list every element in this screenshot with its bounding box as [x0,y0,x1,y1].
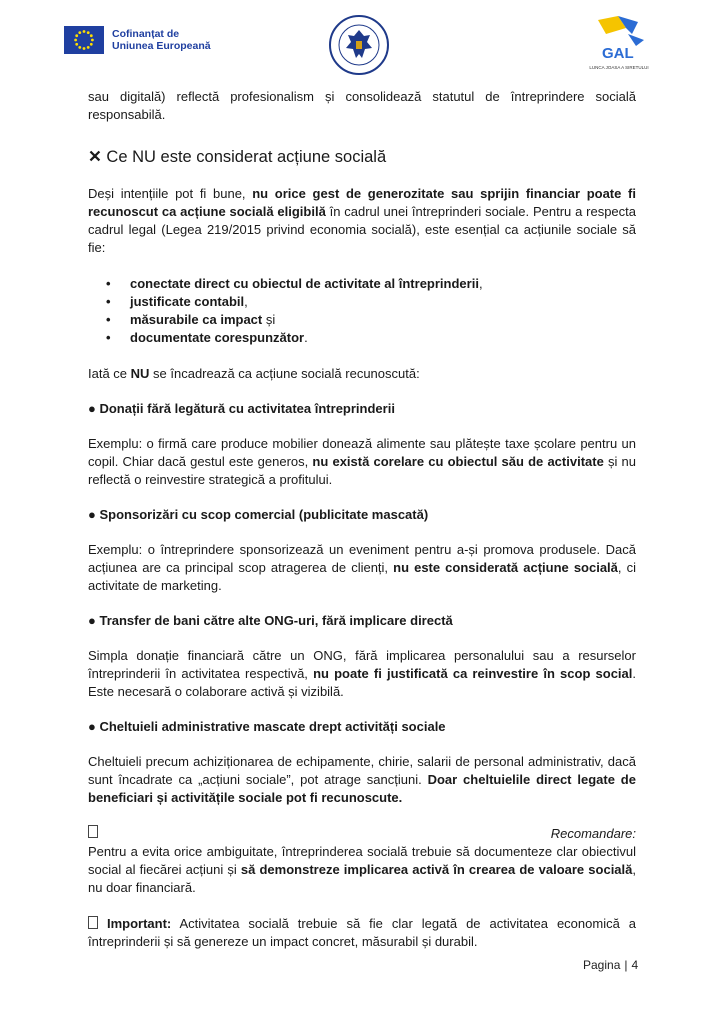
list-item-bold: măsurabile ca impact [130,312,263,327]
government-seal-logo [328,14,390,76]
list-item-tail: . [304,330,308,345]
list-item [130,275,636,293]
requirements-list [88,275,636,347]
subheading-transfers: ● Transfer de bani către alte ONG-uri, fără implicare directă [88,613,453,628]
text-run: Iată ce [88,366,131,381]
text-run: în cadrul unei întreprinderi sociale. Pentru a respecta cadrul legal (Legea 219/2015 privind economia socială), este esențial ca acțiunile sociale să fie: [88,204,636,255]
text-run: Simpla donație financiară către un ONG, fără implicarea personalului sau a resurselor întreprinderii în activitatea respectivă, [88,648,636,681]
subheading-sponsorships: ● Sponsorizări cu scop comercial (publicitate mascată) [88,507,429,522]
missing-glyph-icon [88,825,98,838]
paragraph-transfers [88,647,636,701]
subheading-donations: ● Donații fără legătură cu activitatea întreprinderii [88,401,395,416]
text-run: . Este necesară o colaborare activă și vizibilă. [88,666,637,699]
eu-cofinancing-logo [64,26,211,54]
bold-run: să demonstreze implicarea activă în crearea de valoare socială [240,862,633,877]
list-item [130,311,636,329]
intro-tail-paragraph: sau digitală) reflectă profesionalism și consolidează statutul de întreprindere socială responsabilă. [88,89,636,122]
recommendation-label: Recomandare: [550,826,636,841]
list-item-bold: conectate direct cu obiectul de activitate al întreprinderii [130,276,479,291]
recommendation-paragraph [88,843,636,897]
text-run: Pentru a evita orice ambiguitate, întreprinderea socială trebuie să documenteze clar obiectivul social al fiecărei acțiuni și [88,844,636,877]
subheading-admin-costs: ● Cheltuieli administrative mascate drept activități sociale [88,719,446,734]
page-separator: | [624,958,628,972]
gal-logo [588,14,650,74]
page-label: Pagina [583,958,621,972]
paragraph-donations [88,435,636,489]
list-item [130,329,636,347]
text-run: și nu reflectă o reinvestire strategică a profitului. [88,454,636,487]
list-item-tail: , [244,294,248,309]
bold-run: NU [130,366,150,381]
missing-glyph-icon [88,916,98,929]
text-run: Cheltuieli precum achiziționarea de echipamente, chirie, salarii de personal administrativ, dacă sunt încadrate ca „acțiuni sociale”, pot atrage sancțiuni. [88,754,636,787]
eu-logo-line2: Uniunea Europeană [112,40,211,52]
bold-run: nu orice gest de generozitate sau sprijin financiar poate fi recunoscut ca acțiune socială eligibilă [88,186,636,219]
paragraph-admin-costs [88,753,636,807]
bold-run: nu poate fi justificată ca reinvestire în scop social [313,666,633,681]
cross-mark-icon: ✕ [88,148,102,166]
list-item [130,293,636,311]
gal-logo-text: GAL [602,45,634,62]
text-run: Deși intențiile pot fi bune, [88,186,253,201]
list-item-tail: și [262,312,276,327]
bold-run: nu este considerată acțiune socială [393,560,618,575]
important-label: Important: [106,916,172,931]
page-content [88,88,636,951]
list-item-tail: , [478,276,483,291]
eu-flag-icon [64,26,104,54]
text-run: se încadrează ca acțiune socială recunoscută: [149,366,420,381]
gal-logo-subtitle: LUNCA JOASA A SIRETULUI [589,65,649,70]
page-header [0,0,724,78]
text-run: Activitatea socială trebuie să fie clar legată de activitatea economică a întreprinderii și să genereze un impact concret, măsurabil și durabil. [88,916,636,949]
recommendation-block [88,825,636,897]
text-run: Exemplu: o întreprindere sponsorizează un eveniment pentru a-și promova produsele. Dacă acțiunea are ca principal scop atragerea de clienți, [88,542,636,575]
section-title [88,146,636,168]
page-footer [583,958,638,972]
bold-run: nu există corelare cu obiectul său de activitate [312,454,604,469]
section-title-text: Ce NU este considerat acțiune socială [106,148,387,166]
bold-run: Doar cheltuielile direct legate de beneficiari și activitățile sociale pot fi recunoscute. [88,772,636,805]
paragraph-sponsorships [88,541,636,595]
list-item-bold: justificate contabil [130,294,245,309]
important-paragraph [88,915,636,951]
recommendation-header [88,825,636,843]
text-run: , nu doar financiară. [88,862,636,895]
eu-logo-line1: Cofinanțat de [112,28,180,40]
page-number: 4 [631,958,639,972]
iata-paragraph [88,365,636,383]
text-run: , ci activitate de marketing. [88,560,636,593]
text-run: Exemplu: o firmă care produce mobilier donează alimente sau plătește taxe școlare pentru un copil. Chiar dacă gestul este generos, [88,436,636,469]
list-item-bold: documentate corespunzător [130,330,305,345]
paragraph-requirements [88,185,636,257]
